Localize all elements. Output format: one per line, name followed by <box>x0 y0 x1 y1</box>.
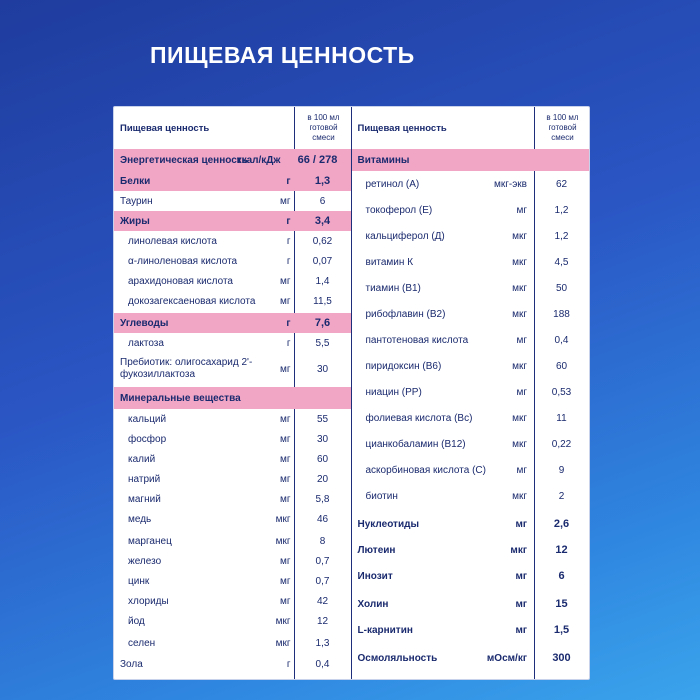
row-value: 60 <box>316 453 329 465</box>
table-row <box>352 405 590 431</box>
row-label: натрий <box>128 473 161 485</box>
row-value: 11,5 <box>313 295 332 307</box>
row-unit: мкг <box>512 282 527 294</box>
row-label: калий <box>128 453 156 465</box>
table-row <box>114 271 351 291</box>
row-value: 0,4 <box>315 658 330 670</box>
table-row <box>352 537 590 563</box>
row-label: Холин <box>357 598 389 610</box>
row-unit: мг <box>279 555 291 567</box>
row-label: Пребиотик: олигосахарид 2'-фукозиллактоза <box>120 357 253 380</box>
table-row <box>114 191 351 211</box>
row-label: цинк <box>128 575 150 587</box>
table-row <box>352 483 590 509</box>
row-value: 20 <box>316 473 329 485</box>
row-unit: мкг <box>512 256 527 268</box>
row-value: 42 <box>316 595 329 607</box>
table-row <box>352 249 590 275</box>
row-unit: ккал/кДж <box>236 154 281 166</box>
table-row <box>114 509 351 529</box>
table-row <box>114 231 351 251</box>
row-unit: мг <box>516 334 527 346</box>
row-label: кальций <box>128 413 167 425</box>
row-value: 6 <box>558 570 565 582</box>
row-value: 188 <box>553 308 570 320</box>
row-unit: г <box>286 658 291 670</box>
row-unit: мкг-экв <box>493 178 527 190</box>
row-unit: мг <box>516 464 527 476</box>
row-label: аскорбиновая кислота (С) <box>365 464 486 476</box>
row-value: 30 <box>316 363 329 375</box>
table-row <box>352 223 590 249</box>
table-row <box>114 353 351 385</box>
row-label: линолевая кислота <box>128 235 217 247</box>
row-label: фосфор <box>128 433 167 445</box>
row-unit: мкг <box>512 308 527 320</box>
row-unit: мг <box>279 473 291 485</box>
table-row <box>114 551 351 571</box>
row-unit: мг <box>279 195 291 207</box>
row-value: 0,22 <box>551 438 572 450</box>
table-row <box>114 591 351 611</box>
row-label: Нуклеотиды <box>357 518 419 530</box>
row-label: докозагексаеновая кислота <box>128 295 256 307</box>
table-row <box>114 429 351 449</box>
row-value: 4,5 <box>554 256 569 268</box>
row-label: Жиры <box>120 215 150 227</box>
row-value: 66 / 278 <box>297 154 338 166</box>
row-unit: мкг <box>512 230 527 242</box>
table-header <box>352 107 590 150</box>
table-row <box>114 313 351 333</box>
row-value: 12 <box>316 615 329 627</box>
row-unit: мг <box>515 624 527 636</box>
table-row <box>352 511 590 537</box>
row-value: 2,6 <box>553 518 570 530</box>
left-column <box>114 107 351 679</box>
row-unit: мкг <box>275 615 291 627</box>
table-row <box>114 469 351 489</box>
row-label: железо <box>128 555 162 567</box>
row-label: пиридоксин (В6) <box>365 360 442 372</box>
table-row <box>352 197 590 223</box>
row-label: Зола <box>120 658 143 670</box>
row-value: 0,7 <box>315 575 330 587</box>
table-row <box>114 531 351 551</box>
row-value: 0,4 <box>554 334 569 346</box>
table-row <box>352 301 590 327</box>
row-label: арахидоновая кислота <box>128 275 233 287</box>
row-label: витамин К <box>365 256 414 268</box>
row-label: Витамины <box>357 154 410 166</box>
row-value: 3,4 <box>314 215 331 227</box>
header-label: Пищевая ценность <box>357 122 447 134</box>
row-value: 30 <box>316 433 329 445</box>
row-value: 50 <box>555 282 568 294</box>
row-label: Инозит <box>357 570 393 582</box>
header-unit: в 100 мл готовой смеси <box>294 107 352 149</box>
row-unit: мкг <box>512 360 527 372</box>
row-unit: мг <box>279 413 291 425</box>
row-label: Минеральные вещества <box>120 392 241 404</box>
row-label: Лютеин <box>357 544 396 556</box>
row-unit: мг <box>515 598 527 610</box>
row-label: рибофлавин (В2) <box>365 308 446 320</box>
row-unit: г <box>286 215 291 227</box>
table-row <box>114 653 351 675</box>
table-row <box>352 431 590 457</box>
table-row <box>114 611 351 631</box>
row-label: кальциферол (Д) <box>365 230 445 242</box>
table-row <box>114 211 351 231</box>
row-label: α-линоленовая кислота <box>128 255 238 267</box>
row-label: пантотеновая кислота <box>365 334 469 346</box>
table-row <box>352 275 590 301</box>
row-label: Энергетическая ценность <box>120 154 248 166</box>
row-value: 12 <box>555 544 568 556</box>
row-label: магний <box>128 493 161 505</box>
row-value: 6 <box>319 195 326 207</box>
table-row <box>114 449 351 469</box>
row-unit: г <box>286 337 291 349</box>
header-label: Пищевая ценность <box>120 122 210 134</box>
row-value: 5,8 <box>315 493 330 505</box>
row-value: 11 <box>556 412 567 424</box>
row-value: 46 <box>316 513 329 525</box>
row-unit: мг <box>279 453 291 465</box>
table-row <box>352 149 590 171</box>
row-value: 8 <box>319 535 326 547</box>
table-row <box>114 387 351 409</box>
row-value: 15 <box>555 598 568 610</box>
table-row <box>114 149 351 171</box>
table-row <box>114 291 351 311</box>
table-row <box>114 409 351 429</box>
table-row <box>114 571 351 591</box>
row-unit: мг <box>279 363 291 375</box>
right-column <box>352 107 590 679</box>
row-value: 7,6 <box>314 317 331 329</box>
row-unit: мг <box>515 570 527 582</box>
table-row <box>114 333 351 353</box>
row-unit: мг <box>279 493 291 505</box>
row-label: медь <box>128 513 152 525</box>
table-row <box>114 171 351 191</box>
row-label: Белки <box>120 175 151 187</box>
row-label: хлориды <box>128 595 169 607</box>
row-unit: мг <box>279 433 291 445</box>
row-value: 1,5 <box>553 624 570 636</box>
row-value: 1,3 <box>315 637 330 649</box>
row-unit: г <box>286 175 291 187</box>
row-label: Осмоляльность <box>357 652 438 664</box>
row-label: ниацин (РР) <box>365 386 422 398</box>
row-unit: мг <box>516 204 527 216</box>
row-label: селен <box>128 637 156 649</box>
row-value: 60 <box>555 360 568 372</box>
table-row <box>352 563 590 589</box>
row-value: 1,3 <box>314 175 331 187</box>
row-unit: г <box>286 255 291 267</box>
row-value: 2 <box>558 490 565 502</box>
row-unit: мкг <box>275 513 291 525</box>
row-value: 1,4 <box>315 275 330 287</box>
row-unit: мг <box>279 595 291 607</box>
row-unit: мкг <box>275 637 291 649</box>
row-unit: мкг <box>512 412 527 424</box>
table-row <box>352 591 590 617</box>
row-value: 0,7 <box>315 555 330 567</box>
table-row <box>352 353 590 379</box>
table-row <box>114 633 351 653</box>
row-value: 55 <box>316 413 329 425</box>
row-label: Таурин <box>120 195 153 207</box>
row-label: токоферол (Е) <box>365 204 433 216</box>
row-unit: мкг <box>275 535 291 547</box>
nutrition-table <box>113 106 590 680</box>
table-row <box>352 617 590 643</box>
table-header <box>114 107 351 150</box>
row-unit: мг <box>279 275 291 287</box>
row-label: фолиевая кислота (Вс) <box>365 412 473 424</box>
row-label: цианкобаламин (В12) <box>365 438 466 450</box>
row-value: 300 <box>552 652 571 664</box>
row-label: L-карнитин <box>357 624 413 636</box>
row-value: 1,2 <box>554 230 569 242</box>
row-unit: мг <box>516 386 527 398</box>
table-row <box>352 327 590 353</box>
row-value: 0,62 <box>312 235 333 247</box>
row-unit: мг <box>515 518 527 530</box>
row-value: 0,07 <box>312 255 333 267</box>
table-row <box>352 457 590 483</box>
row-value: 5,5 <box>315 337 330 349</box>
table-row <box>352 645 590 671</box>
row-value: 62 <box>555 178 568 190</box>
row-label: биотин <box>365 490 398 502</box>
row-value: 0,53 <box>551 386 572 398</box>
table-row <box>352 379 590 405</box>
row-unit: мг <box>279 575 291 587</box>
row-unit: мкг <box>510 544 527 556</box>
row-value: 9 <box>558 464 565 476</box>
row-unit: мг <box>279 295 291 307</box>
row-label: ретинол (А) <box>365 178 420 190</box>
page-title: ПИЩЕВАЯ ЦЕННОСТЬ <box>150 42 415 68</box>
header-unit: в 100 мл готовой смеси <box>534 107 591 149</box>
row-label: марганец <box>128 535 172 547</box>
row-label: Углеводы <box>120 317 169 329</box>
table-row <box>352 171 590 197</box>
row-unit: г <box>286 235 291 247</box>
row-unit: мкг <box>512 490 527 502</box>
row-unit: мОсм/кг <box>486 652 527 664</box>
row-unit: г <box>286 317 291 329</box>
row-label: йод <box>128 615 145 627</box>
table-row <box>114 489 351 509</box>
row-label: тиамин (В1) <box>365 282 421 294</box>
table-row <box>114 251 351 271</box>
row-value: 1,2 <box>554 204 569 216</box>
row-label: лактоза <box>128 337 164 349</box>
row-unit: мкг <box>512 438 527 450</box>
